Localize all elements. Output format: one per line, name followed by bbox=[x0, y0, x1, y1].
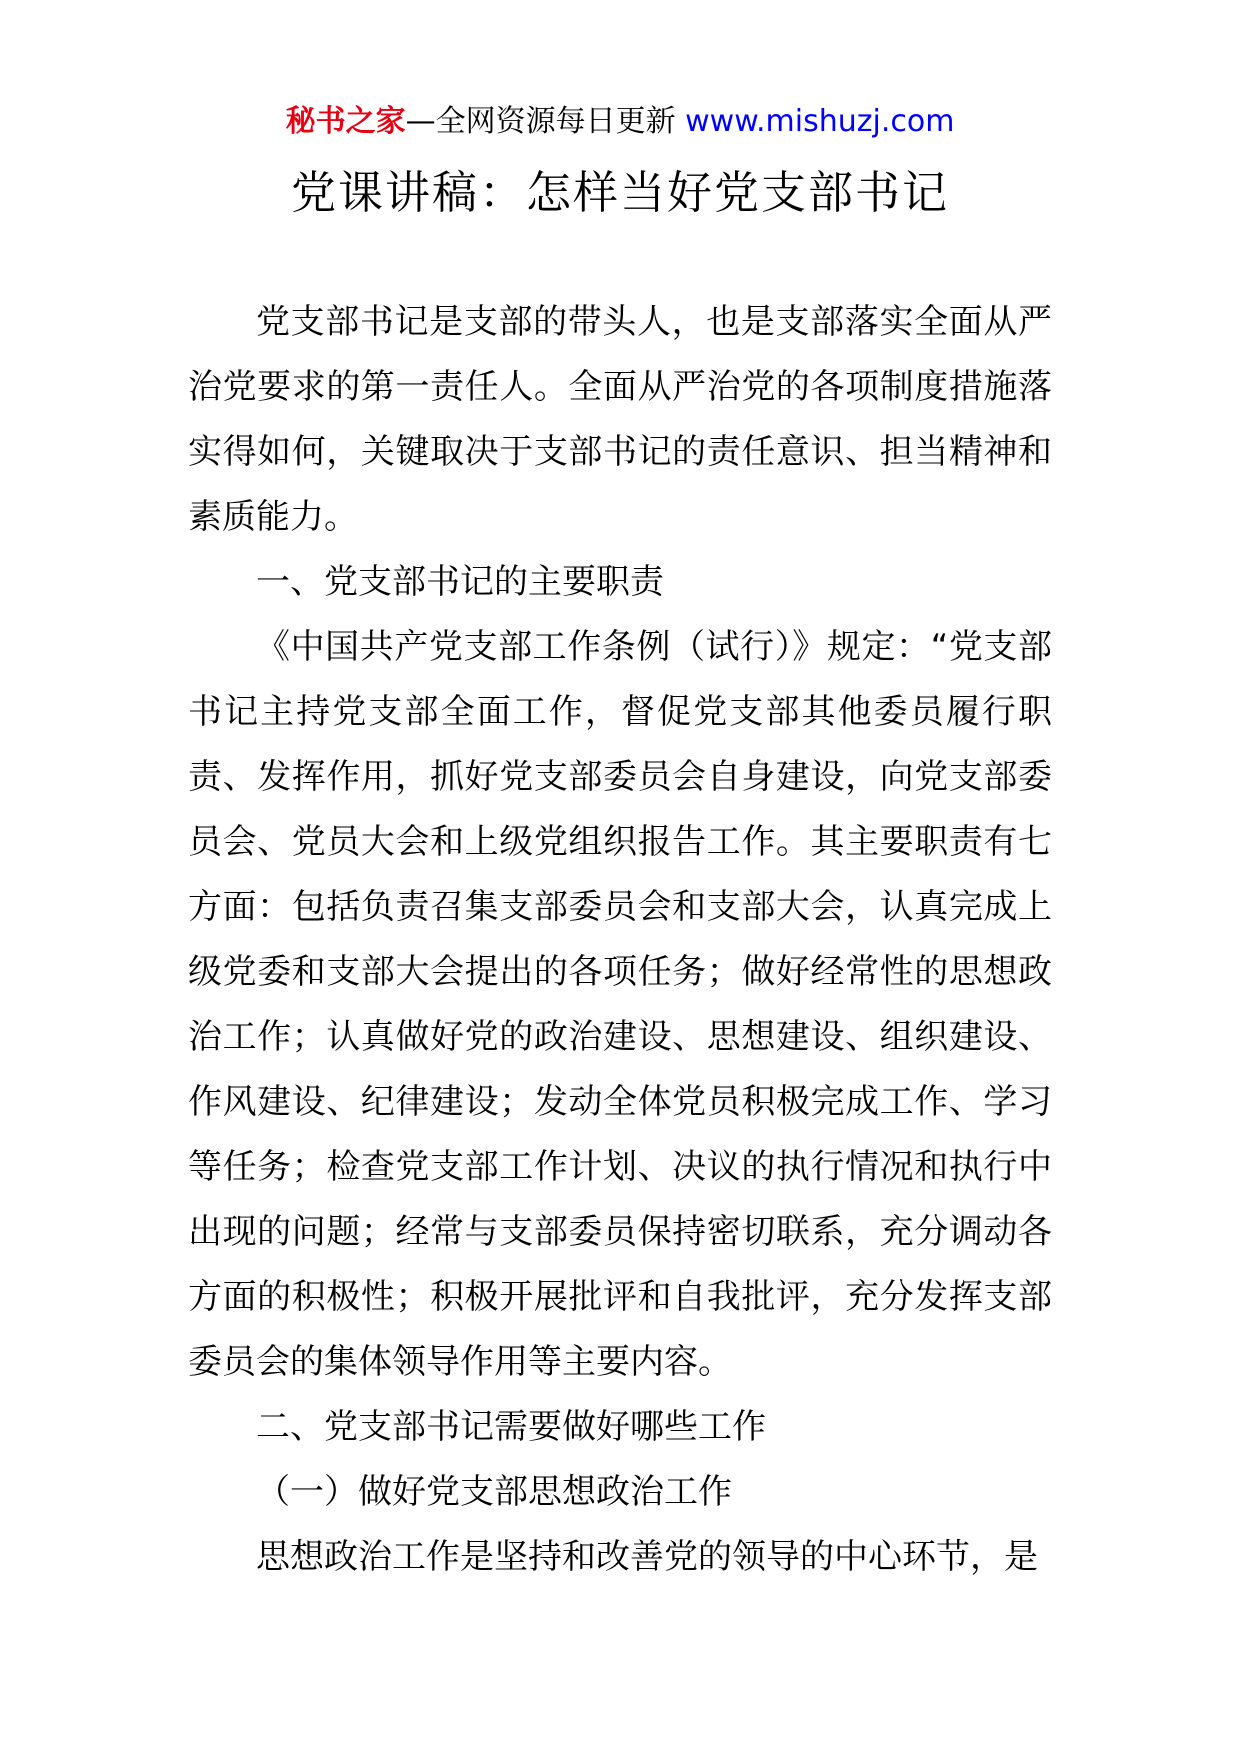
document-body bbox=[188, 290, 1052, 1590]
subsection-heading-1: （一）做好党支部思想政治工作 bbox=[256, 1472, 732, 1512]
duties-paragraph: 《中国共产党支部工作条例（试行）》规定：“党支部书记主持党支部全面工作，督促党支部其他委员履行职责、发挥作用，抓好党支部委员会自身建设，向党支部委员会、党员大会和上级党组织报告工作。其主要职责有七方面：包括负责召集支部委员会和支部大会，认真完成上级党委和支部大会提出的各项任务；做好经常性的思想政治工作；认真做好党的政治建设、思想建设、组织建设、作风建设、纪律建设；发动全体党员积极完成工作、学习等任务；检查党支部工作计划、决议的执行情况和执行中出现的问题；经常与支部委员保持密切联系，充分调动各方面的积极性；积极开展批评和自我批评，充分发挥支部委员会的集体领导作用等主要内容。 bbox=[188, 627, 1052, 1382]
body-paragraph: 思想政治工作是坚持和改善党的领导的中心环节，是 bbox=[256, 1537, 1038, 1577]
brand-name: 秘书之家 bbox=[285, 104, 406, 139]
site-slogan: —全网资源每日更新 bbox=[405, 104, 676, 139]
section-heading-1: 一、党支部书记的主要职责 bbox=[256, 562, 664, 602]
site-header bbox=[0, 100, 1240, 144]
section-heading-2: 二、党支部书记需要做好哪些工作 bbox=[256, 1407, 766, 1447]
site-url-link[interactable]: www.mishuzj.com bbox=[685, 104, 955, 139]
intro-paragraph: 党支部书记是支部的带头人，也是支部落实全面从严治党要求的第一责任人。全面从严治党的各项制度措施落实得如何，关键取决于支部书记的责任意识、担当精神和素质能力。 bbox=[188, 302, 1052, 537]
document-title: 党课讲稿：怎样当好党支部书记 bbox=[290, 166, 949, 219]
